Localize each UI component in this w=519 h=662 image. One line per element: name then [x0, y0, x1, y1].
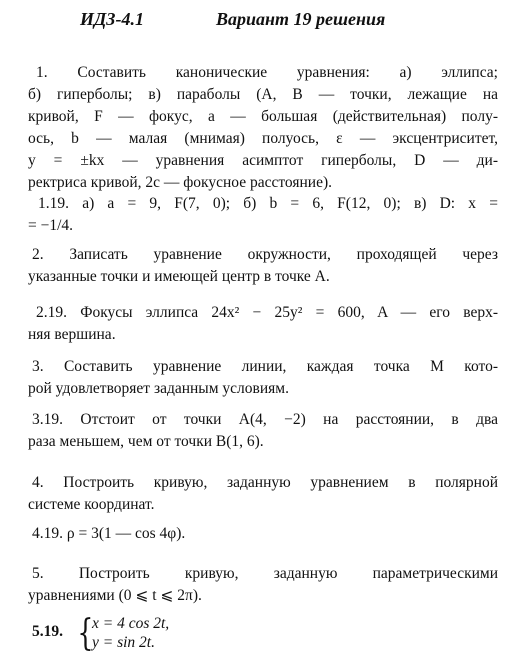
task-1 [28, 62, 498, 194]
problem-2-line: няя вершина. [28, 326, 116, 343]
task-3 [28, 356, 498, 400]
task-1-line: б) гиперболы; в) параболы (A, B — точки, лежащие на [28, 86, 498, 103]
task-5-line: 5. Построить кривую, заданную параметрическими [32, 565, 498, 582]
problem-5-label: 5.19. [32, 623, 63, 640]
parametric-equation-x: x = 4 cos 2t, [92, 615, 170, 632]
task-1-line: ректриса кривой, 2c — фокусное расстояние). [28, 174, 333, 191]
task-4 [28, 472, 498, 516]
parametric-equation-y: y = sin 2t. [92, 634, 155, 651]
task-2-line: указанные точки и имеющей центр в точке A. [28, 268, 330, 285]
variant-title: Вариант 19 решения [216, 9, 386, 29]
task-1-line: ось, b — малая (мнимая) полуось, ε — эксцентриситет, [28, 130, 498, 147]
assignment-title: ИДЗ-4.1 [80, 9, 144, 29]
problem-1-line: = −1/4. [28, 217, 74, 234]
problem-3-line: раза меньшем, чем от точки B(1, 6). [28, 433, 264, 450]
system-brace-icon: { [77, 613, 94, 654]
problem-1-19 [28, 193, 498, 237]
task-3-line: рой удовлетворяет заданным условиям. [28, 380, 289, 397]
problem-3-line: 3.19. Отстоит от точки A(4, −2) на расстоянии, в два [32, 411, 498, 428]
task-2 [28, 244, 498, 288]
task-1-line: y = ±kx — уравнения асимптот гиперболы, D — ди- [28, 152, 498, 169]
task-1-line: кривой, F — фокус, a — большая (действительная) полу- [28, 108, 498, 125]
task-5 [28, 563, 498, 607]
task-3-line: 3. Составить уравнение линии, каждая точка M кото- [32, 358, 498, 375]
problem-2-line: 2.19. Фокусы эллипса 24x² − 25y² = 600, A — его верх- [36, 304, 498, 321]
task-4-line: 4. Построить кривую, заданную уравнением в полярной [32, 474, 498, 491]
task-5-line: уравнениями (0 ⩽ t ⩽ 2π). [28, 587, 202, 604]
problem-1-line: 1.19. а) a = 9, F(7, 0); б) b = 6, F(12, 0); в) D: x = [38, 195, 498, 212]
problem-3-19 [28, 409, 498, 453]
problem-4-19 [28, 523, 498, 545]
task-4-line: системе координат. [28, 496, 155, 513]
problem-2-19 [28, 302, 498, 346]
task-2-line: 2. Записать уравнение окружности, проходящей через [32, 246, 498, 263]
task-1-line: 1. Составить канонические уравнения: а) эллипса; [36, 64, 498, 81]
problem-4-line: 4.19. ρ = 3(1 — cos 4φ). [32, 525, 186, 542]
